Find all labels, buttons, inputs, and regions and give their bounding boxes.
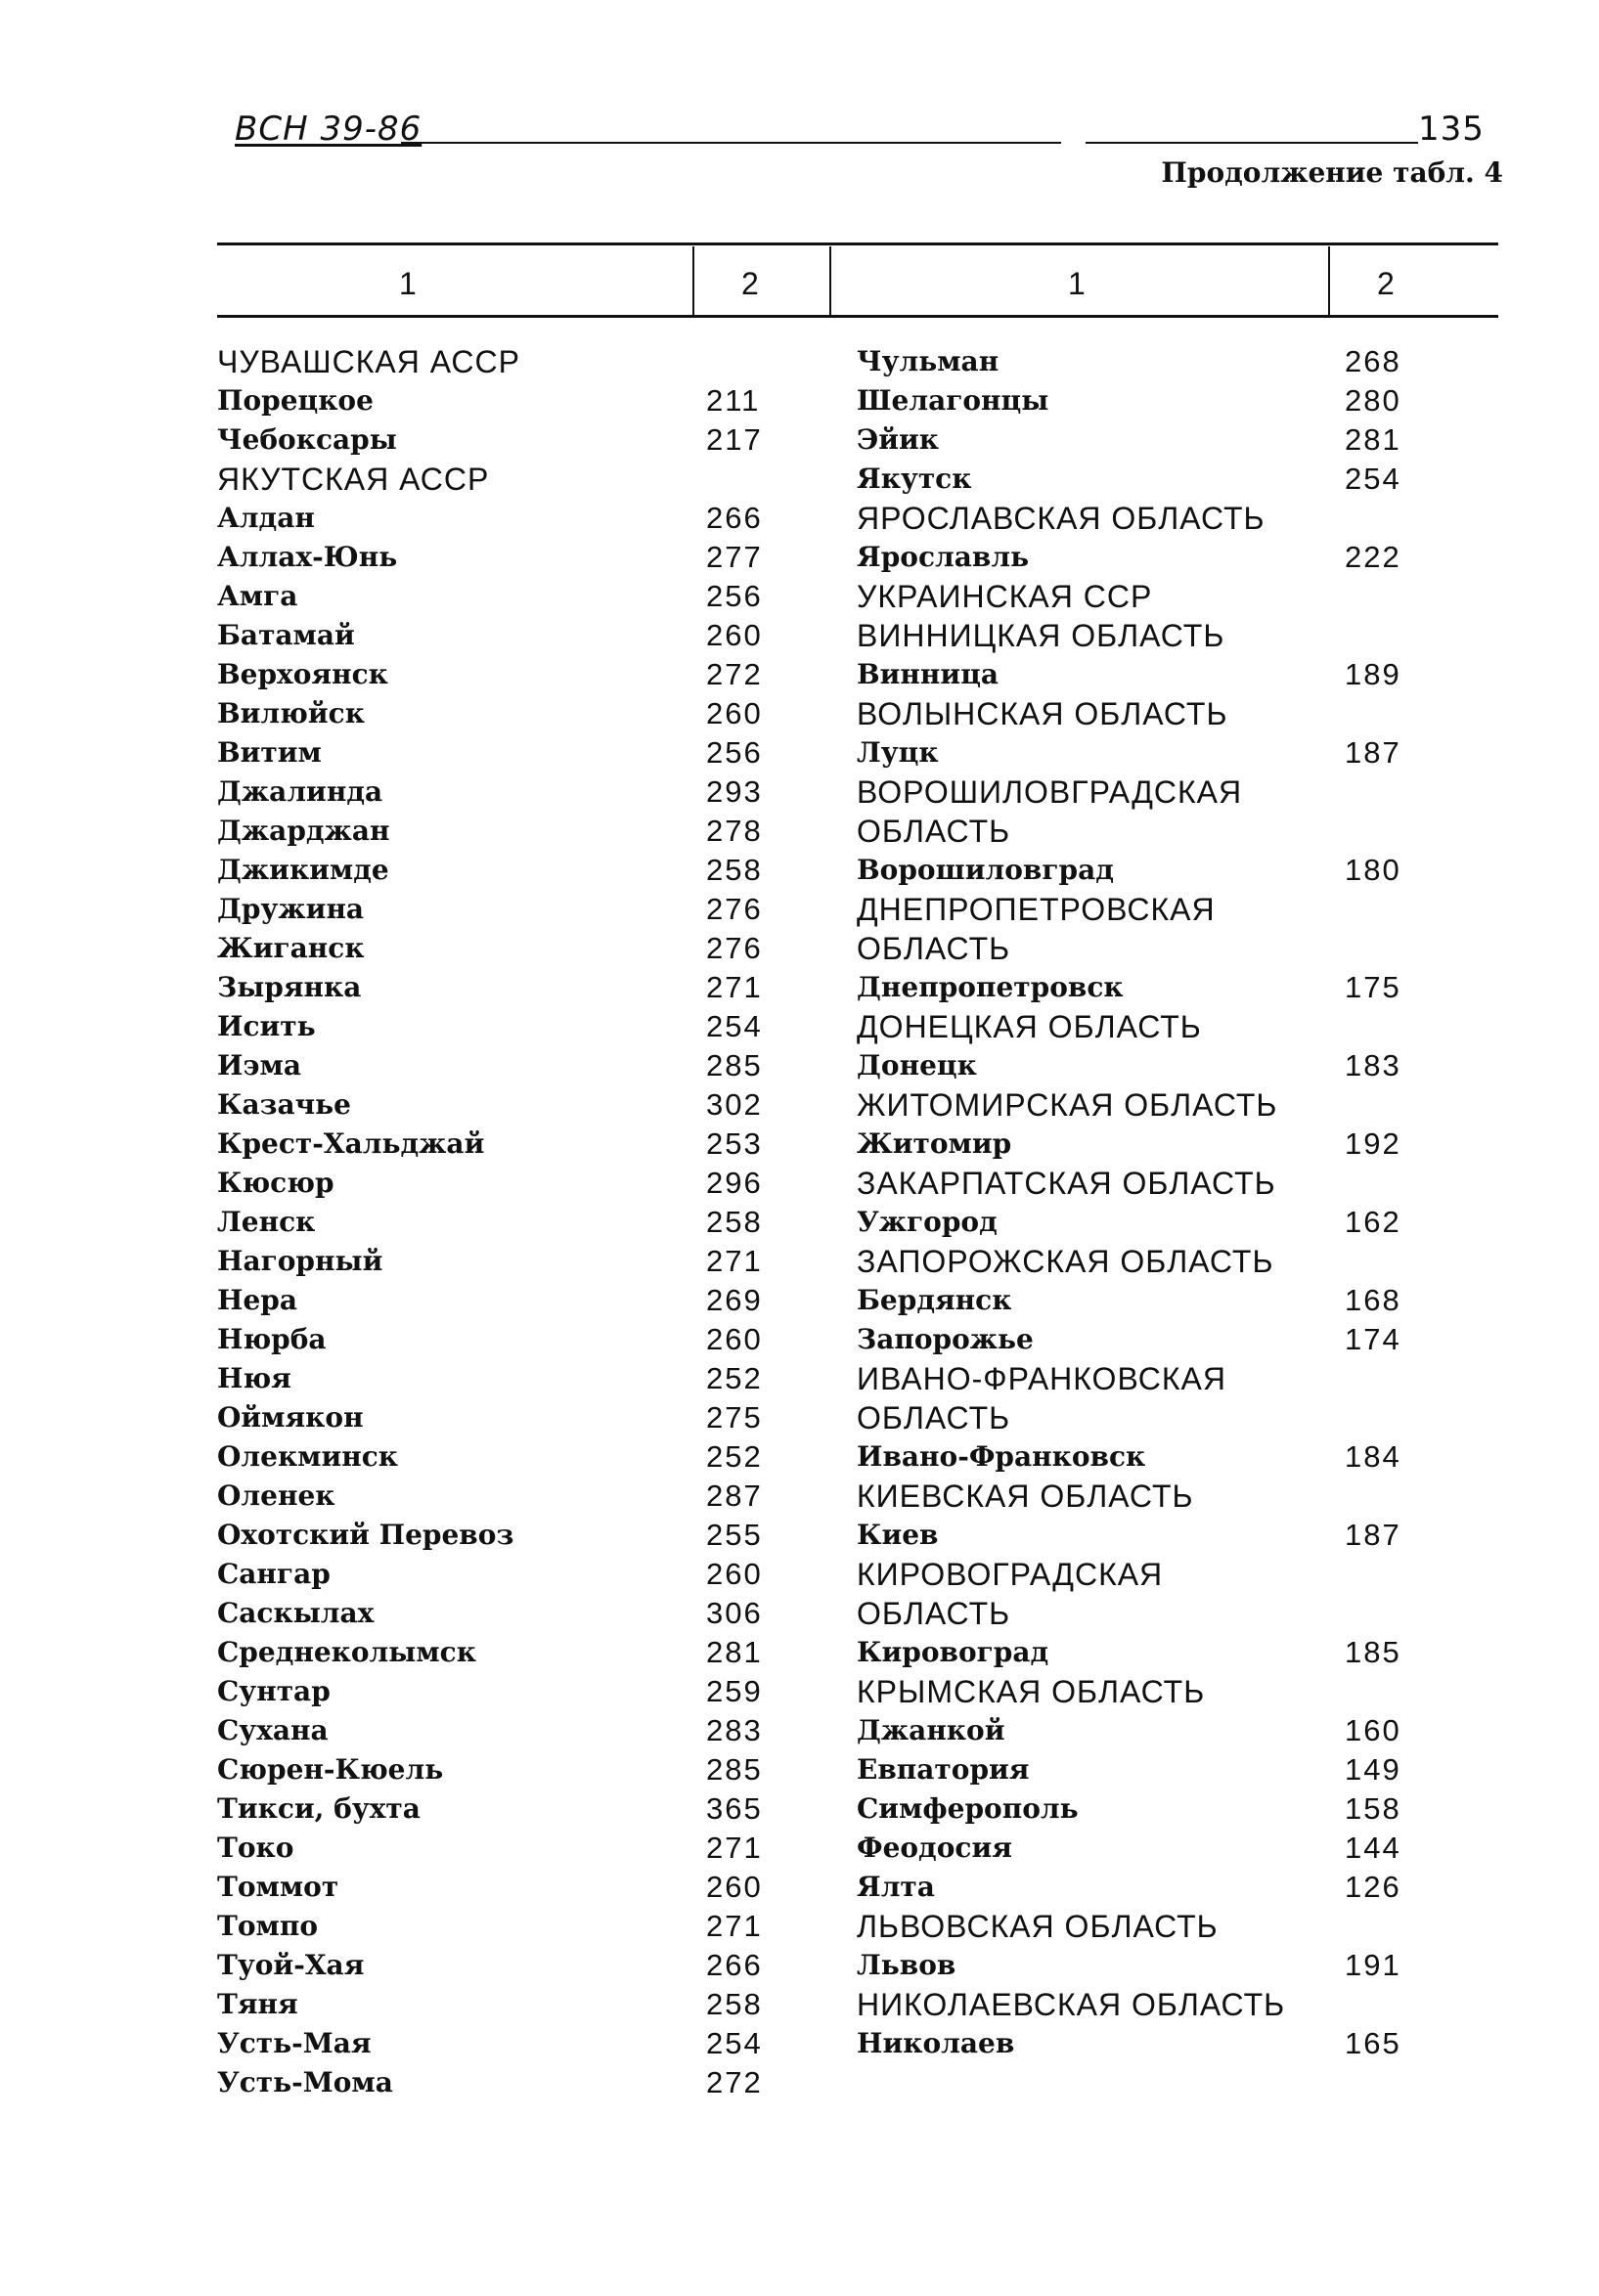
station-value [1345, 1242, 1443, 1281]
column-header-value-right: 2 [1377, 266, 1395, 301]
station-name: Винница [857, 658, 999, 690]
station-value [1345, 773, 1443, 812]
station-name: Жиганск [217, 932, 365, 964]
station-name: Нюя [217, 1362, 291, 1394]
station-value [1345, 1477, 1443, 1516]
station-value: 268 [1345, 344, 1401, 378]
station-name: Дружина [217, 893, 365, 925]
station-name: Вилюйск [217, 697, 365, 729]
region-heading: УКРАИНСКАЯ ССР [857, 579, 1153, 614]
station-name: Феодосия [857, 1832, 1012, 1864]
station-name: Саскылах [217, 1597, 375, 1629]
station-value [1345, 1164, 1443, 1203]
station-value: 275 [706, 1400, 763, 1435]
station-name: Оленек [217, 1479, 335, 1512]
station-value: 168 [1345, 1283, 1401, 1317]
station-name: Джалинда [217, 775, 383, 808]
station-name: Ворошиловград [857, 854, 1114, 886]
station-value [706, 342, 804, 381]
station-value: 281 [1345, 422, 1401, 457]
station-value: 189 [1345, 657, 1401, 691]
station-value: 160 [1345, 1713, 1401, 1747]
station-value [1345, 577, 1443, 616]
document-code: ВСН 39-86 [235, 110, 422, 149]
right-name-column [857, 342, 1326, 2063]
station-value: 158 [1345, 1791, 1401, 1826]
header-divider-3 [1328, 246, 1330, 315]
station-name: Кюсюр [217, 1167, 334, 1199]
station-value: 184 [1345, 1439, 1401, 1474]
left-value-column [706, 342, 804, 2102]
station-name: Усть-Мая [217, 2027, 372, 2059]
station-value [1345, 1359, 1443, 1398]
station-value: 185 [1345, 1635, 1401, 1669]
station-value: 255 [706, 1518, 763, 1552]
station-value: 211 [706, 383, 761, 418]
station-value: 271 [706, 1244, 763, 1278]
station-value: 165 [1345, 2026, 1401, 2060]
station-value: 256 [706, 735, 763, 770]
region-heading: ЛЬВОВСКАЯ ОБЛАСТЬ [857, 1909, 1219, 1944]
station-value: 260 [706, 618, 763, 652]
station-value: 281 [706, 1635, 763, 1669]
region-heading: ЯКУТСКАЯ АССР [217, 462, 490, 497]
station-name: Аллах-Юнь [217, 541, 398, 573]
station-value: 180 [1345, 853, 1401, 887]
station-value [1345, 1907, 1443, 1946]
station-name: Луцк [857, 736, 939, 769]
station-value [1345, 1398, 1443, 1437]
station-name: Донецк [857, 1049, 977, 1082]
station-name: Оймякон [217, 1401, 364, 1434]
station-value: 285 [706, 1752, 763, 1787]
station-value: 280 [1345, 383, 1401, 418]
region-heading: КИЕВСКАЯ ОБЛАСТЬ [857, 1479, 1194, 1514]
station-value: 222 [1345, 540, 1401, 574]
station-value [1345, 499, 1443, 538]
right-value-column [1345, 342, 1443, 2063]
station-name: Охотский Перевоз [217, 1519, 514, 1551]
region-heading: ДНЕПРОПЕТРОВСКАЯ [857, 892, 1216, 927]
station-value: 162 [1345, 1205, 1401, 1239]
station-name: Симферополь [857, 1792, 1079, 1825]
station-name: Алдан [217, 502, 315, 534]
region-heading: ЗАПОРОЖСКАЯ ОБЛАСТЬ [857, 1244, 1274, 1279]
station-name: Киев [857, 1519, 939, 1551]
station-value: 254 [1345, 462, 1401, 496]
station-name: Батамай [217, 619, 355, 651]
station-name: Нюрба [217, 1323, 327, 1355]
region-heading: НИКОЛАЕВСКАЯ ОБЛАСТЬ [857, 1987, 1286, 2022]
station-value: 269 [706, 1283, 763, 1317]
station-name: Николаев [857, 2027, 1015, 2059]
station-name: Запорожье [857, 1323, 1034, 1355]
station-value: 252 [706, 1361, 763, 1395]
column-header-name-right: 1 [1068, 266, 1086, 301]
station-value [1345, 616, 1443, 655]
column-header-name-left: 1 [399, 266, 417, 301]
station-name: Ивано-Франковск [857, 1440, 1146, 1473]
station-name: Тяня [217, 1988, 298, 2020]
station-name: Бердянск [857, 1284, 1012, 1316]
station-name: Кировоград [857, 1636, 1049, 1668]
table-continuation-label: Продолжение табл. 4 [1161, 156, 1503, 189]
station-value [1345, 1672, 1443, 1711]
station-value: 183 [1345, 1048, 1401, 1082]
station-value [1345, 890, 1443, 929]
station-value: 296 [706, 1166, 763, 1200]
station-value: 258 [706, 1205, 763, 1239]
region-heading: ОБЛАСТЬ [857, 1400, 1011, 1435]
header-rule-right [1086, 142, 1418, 144]
station-name: Олекминск [217, 1440, 399, 1473]
region-heading: ВИННИЦКАЯ ОБЛАСТЬ [857, 618, 1225, 653]
station-value: 287 [706, 1479, 763, 1513]
station-name: Ленск [217, 1206, 316, 1238]
station-name: Эйик [857, 423, 940, 456]
station-value: 271 [706, 1831, 763, 1865]
station-name: Крест-Хальджай [217, 1127, 485, 1160]
region-heading: ОБЛАСТЬ [857, 931, 1011, 966]
region-heading: ЧУВАШСКАЯ АССР [217, 344, 520, 379]
station-value: 276 [706, 892, 763, 926]
station-name: Томпо [217, 1910, 319, 1942]
station-name: Житомир [857, 1127, 1012, 1160]
station-value [1345, 1985, 1443, 2024]
station-name: Евпатория [857, 1753, 1030, 1786]
region-heading: ОБЛАСТЬ [857, 814, 1011, 849]
header-divider-2 [829, 246, 831, 315]
station-value: 259 [706, 1674, 763, 1708]
station-name: Порецкое [217, 384, 374, 417]
station-name: Нагорный [217, 1245, 383, 1277]
region-heading: КРЫМСКАЯ ОБЛАСТЬ [857, 1674, 1206, 1709]
station-value [1345, 1594, 1443, 1633]
station-value: 254 [706, 2026, 763, 2060]
station-value: 283 [706, 1713, 763, 1747]
station-name: Нера [217, 1284, 297, 1316]
station-value [1345, 812, 1443, 851]
station-name: Сюрен-Кюель [217, 1753, 444, 1786]
station-value: 192 [1345, 1126, 1401, 1161]
station-name: Сухана [217, 1714, 329, 1746]
station-value: 260 [706, 1557, 763, 1591]
station-value: 272 [706, 2065, 763, 2099]
region-heading: ВОЛЫНСКАЯ ОБЛАСТЬ [857, 696, 1228, 731]
station-name: Туой-Хая [217, 1949, 365, 1981]
station-value: 149 [1345, 1752, 1401, 1787]
station-name: Тикси, бухта [217, 1792, 421, 1825]
station-value [1345, 694, 1443, 733]
region-heading: ИВАНО-ФРАНКОВСКАЯ [857, 1361, 1226, 1396]
station-name: Чебоксары [217, 423, 397, 456]
station-value: 144 [1345, 1831, 1401, 1865]
station-value: 252 [706, 1439, 763, 1474]
region-heading: ОБЛАСТЬ [857, 1596, 1011, 1631]
station-name: Верхоянск [217, 658, 388, 690]
station-name: Шелагонцы [857, 384, 1049, 417]
station-name: Исить [217, 1010, 316, 1042]
station-value: 266 [706, 1948, 763, 1982]
region-heading: ЖИТОМИРСКАЯ ОБЛАСТЬ [857, 1087, 1278, 1123]
station-name: Чульман [857, 345, 999, 377]
station-name: Сунтар [217, 1675, 331, 1707]
station-value: 285 [706, 1048, 763, 1082]
station-name: Ярославль [857, 541, 1030, 573]
region-heading: ВОРОШИЛОВГРАДСКАЯ [857, 774, 1243, 810]
station-value: 254 [706, 1009, 763, 1043]
station-name: Джарджан [217, 815, 390, 847]
station-name: Днепропетровск [857, 971, 1124, 1003]
station-name: Сангар [217, 1558, 331, 1590]
station-name: Якутск [857, 463, 972, 495]
station-value: 277 [706, 540, 763, 574]
station-value: 271 [706, 1909, 763, 1943]
station-value [1345, 1085, 1443, 1125]
station-name: Томмот [217, 1871, 339, 1903]
region-heading: ЗАКАРПАТСКАЯ ОБЛАСТЬ [857, 1166, 1276, 1201]
station-value [706, 460, 804, 499]
station-name: Джикимде [217, 854, 389, 886]
station-value: 258 [706, 853, 763, 887]
station-name: Иэма [217, 1049, 301, 1082]
station-value [1345, 929, 1443, 968]
station-value: 306 [706, 1596, 763, 1630]
station-value: 258 [706, 1987, 763, 2021]
station-value: 276 [706, 931, 763, 965]
region-heading: ЯРОСЛАВСКАЯ ОБЛАСТЬ [857, 501, 1266, 536]
header-rule-left [401, 142, 1061, 144]
station-value: 256 [706, 579, 763, 613]
station-name: Зырянка [217, 971, 362, 1003]
station-value: 260 [706, 1870, 763, 1904]
station-value: 278 [706, 814, 763, 848]
station-value: 191 [1345, 1948, 1401, 1982]
station-value: 266 [706, 501, 763, 535]
column-header-value-left: 2 [741, 266, 759, 301]
left-name-column [217, 342, 687, 2102]
header-divider-1 [692, 246, 694, 315]
station-name: Казачье [217, 1088, 351, 1121]
station-value: 187 [1345, 1518, 1401, 1552]
region-heading: КИРОВОГРАДСКАЯ [857, 1557, 1164, 1592]
station-name: Усть-Мома [217, 2066, 393, 2098]
station-value: 302 [706, 1087, 763, 1122]
station-value [1345, 1555, 1443, 1594]
station-name: Ялта [857, 1871, 935, 1903]
region-heading: ДОНЕЦКАЯ ОБЛАСТЬ [857, 1009, 1202, 1044]
station-value: 126 [1345, 1870, 1401, 1904]
header-bottom-rule [217, 315, 1498, 318]
station-name: Джанкой [857, 1714, 1005, 1746]
station-value: 260 [706, 696, 763, 730]
station-name: Амга [217, 580, 298, 612]
station-value [1345, 1007, 1443, 1046]
station-value: 217 [706, 422, 763, 457]
station-name: Витим [217, 736, 322, 769]
station-value: 365 [706, 1791, 763, 1826]
page-number: 135 [1418, 110, 1485, 149]
station-value: 260 [706, 1322, 763, 1356]
station-value: 271 [706, 970, 763, 1004]
station-value: 272 [706, 657, 763, 691]
station-name: Среднеколымск [217, 1636, 476, 1668]
table-top-rule [217, 243, 1498, 245]
station-name: Токо [217, 1832, 294, 1864]
station-name: Ужгород [857, 1206, 998, 1238]
station-value: 253 [706, 1126, 763, 1161]
station-value: 293 [706, 774, 763, 809]
station-value: 187 [1345, 735, 1401, 770]
station-value: 175 [1345, 970, 1401, 1004]
station-value: 174 [1345, 1322, 1401, 1356]
station-name: Львов [857, 1949, 956, 1981]
